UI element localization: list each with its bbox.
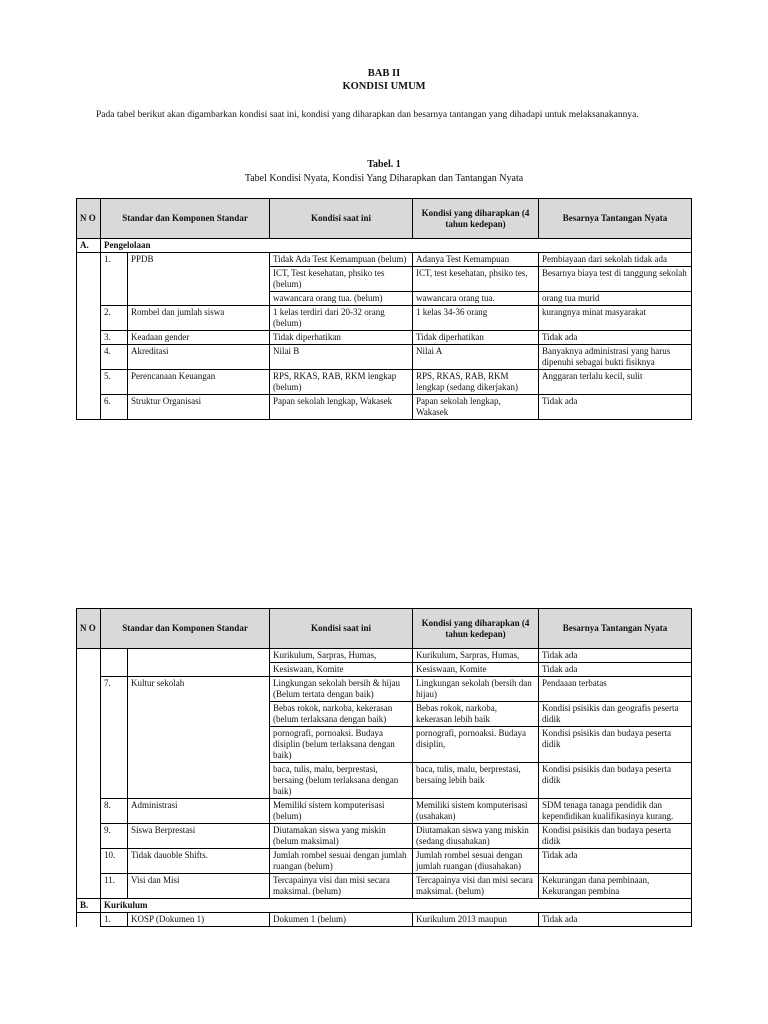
table-row [77, 306, 692, 331]
row-challenge: Kondisi psisikis dan geografis peserta didik [539, 702, 692, 727]
row-challenge: SDM tenaga tanaga pendidik dan kependidikan kualifikasinya kurang. [539, 799, 692, 824]
table-row [77, 849, 692, 874]
row-challenge: Tidak ada [539, 663, 692, 677]
row-challenge: Tidak ada [539, 649, 692, 663]
header-challenge: Besarnya Tantangan Nyata [539, 199, 692, 239]
section-title: Kurikulum [101, 899, 692, 913]
row-standard: Struktur Organisasi [128, 395, 270, 420]
conditions-table-1 [76, 198, 692, 420]
row-number: 1. [101, 913, 128, 927]
conditions-table-2 [76, 608, 692, 927]
row-expected: Bebas rokok, narkoba, kekerasan lebih baik [413, 702, 539, 727]
row-current: Diutamakan siswa yang miskin (belum maksimal) [270, 824, 413, 849]
row-challenge: Kondisi psisikis dan budaya peserta didik [539, 763, 692, 799]
table-label: Tabel. 1 [367, 159, 401, 170]
row-standard: Administrasi [128, 799, 270, 824]
row-current: Jumlah rombel sesuai dengan jumlah ruangan (belum) [270, 849, 413, 874]
table-row [77, 874, 692, 899]
row-expected: Tidak diperhatikan [413, 331, 539, 345]
row-number: 11. [101, 874, 128, 899]
row-expected: Papan sekolah lengkap, Wakasek [413, 395, 539, 420]
row-number: 6. [101, 395, 128, 420]
row-expected: Nilai A [413, 345, 539, 370]
row-challenge: Kekurangan dana pembinaan, Kekurangan pembina [539, 874, 692, 899]
table-row [77, 824, 692, 849]
row-expected: Memiliki sistem komputerisasi (usahakan) [413, 799, 539, 824]
row-challenge: Pendaaan terbatas [539, 677, 692, 702]
chapter-title: KONDISI UMUM [342, 81, 426, 92]
row-expected: Kurikulum, Sarpras, Humas, [413, 649, 539, 663]
row-current: wawancara orang tua. (belum) [270, 292, 413, 306]
row-challenge: orang tua murid [539, 292, 692, 306]
header-current-condition: Kondisi saat ini [270, 609, 413, 649]
row-number [101, 649, 128, 677]
row-expected: wawancara orang tua. [413, 292, 539, 306]
section-title: Pengelolaan [101, 239, 692, 253]
row-expected: Tercapainya visi dan misi secara maksimal. (belum) [413, 874, 539, 899]
table-header-row [77, 609, 692, 649]
row-expected: Diutamakan siswa yang miskin (sedang diusahakan) [413, 824, 539, 849]
row-standard: Keadaan gender [128, 331, 270, 345]
table-row [77, 799, 692, 824]
row-current: Nilai B [270, 345, 413, 370]
table-row [77, 913, 692, 927]
row-challenge: Pembiayaan dari sekolah tidak ada [539, 253, 692, 267]
row-expected: pornografi, pornoaksi. Budaya disiplin, [413, 727, 539, 763]
row-current: Dokumen 1 (belum) [270, 913, 413, 927]
row-standard: Perencanaan Keuangan [128, 370, 270, 395]
row-challenge: Tidak ada [539, 331, 692, 345]
row-current: Tercapainya visi dan misi secara maksimal. (belum) [270, 874, 413, 899]
row-current: Memiliki sistem komputerisasi (belum) [270, 799, 413, 824]
row-number: 4. [101, 345, 128, 370]
table-header-row [77, 199, 692, 239]
row-spacer [77, 306, 101, 420]
row-current: Bebas rokok, narkoba, kekerasan (belum terlaksana dengan baik) [270, 702, 413, 727]
row-spacer [77, 677, 101, 899]
row-expected: RPS, RKAS, RAB, RKM lengkap (sedang dikerjakan) [413, 370, 539, 395]
row-number: 9. [101, 824, 128, 849]
header-current-condition: Kondisi saat ini [270, 199, 413, 239]
row-challenge: Besarnya biaya test di tanggung sekolah [539, 267, 692, 292]
section-row [77, 239, 692, 253]
row-current: Kurikulum, Sarpras, Humas, [270, 649, 413, 663]
header-no: N O [77, 609, 101, 649]
section-number: B. [77, 899, 101, 913]
row-number: 7. [101, 677, 128, 799]
row-number: 5. [101, 370, 128, 395]
row-challenge: Tidak ada [539, 395, 692, 420]
row-number: 10. [101, 849, 128, 874]
table-title: Tabel Kondisi Nyata, Kondisi Yang Diharapkan dan Tantangan Nyata [244, 173, 524, 184]
header-expected-condition: Kondisi yang diharapkan (4 tahun kedepan) [413, 609, 539, 649]
row-current: Tidak diperhatikan [270, 331, 413, 345]
row-expected: Kurikulum 2013 maupun [413, 913, 539, 927]
row-standard: Kultur sekolah [128, 677, 270, 799]
header-challenge: Besarnya Tantangan Nyata [539, 609, 692, 649]
row-challenge: Tidak ada [539, 849, 692, 874]
row-number: 8. [101, 799, 128, 824]
intro-paragraph: Pada tabel berikut akan digambarkan kondisi saat ini, kondisi yang diharapkan dan besarnya tantangan yang dihadapi untuk melaksanakannya. [96, 110, 639, 120]
row-challenge: Anggaran terlalu kecil, sulit [539, 370, 692, 395]
section-number: A. [77, 239, 101, 253]
header-standard: Standar dan Komponen Standar [101, 199, 270, 239]
row-standard: KOSP (Dokumen 1) [128, 913, 270, 927]
table-row [77, 677, 692, 702]
row-current: ICT, Test kesehatan, phsiko tes (belum) [270, 267, 413, 292]
row-number: 3. [101, 331, 128, 345]
row-current: Tidak Ada Test Kemampuan (belum) [270, 253, 413, 267]
row-standard: Akreditasi [128, 345, 270, 370]
table-row [77, 649, 692, 663]
row-current: RPS, RKAS, RAB, RKM lengkap (belum) [270, 370, 413, 395]
row-current: Lingkungan sekolah bersih & hijau (Belum tertata dengan baik) [270, 677, 413, 702]
row-spacer [77, 913, 101, 927]
row-number: 2. [101, 306, 128, 331]
table-row [77, 370, 692, 395]
row-standard: Rombel dan jumlah siswa [128, 306, 270, 331]
row-expected: Jumlah rombel sesuai dengan jumlah ruangan (diusahakan) [413, 849, 539, 874]
row-challenge: Tidak ada [539, 913, 692, 927]
row-expected: Kesiswaan, Komite [413, 663, 539, 677]
row-current: Kesiswaan, Komite [270, 663, 413, 677]
row-number: 1. [101, 253, 128, 306]
row-standard [128, 649, 270, 677]
row-challenge: kurangnya minat masyarakat [539, 306, 692, 331]
table-row [77, 395, 692, 420]
row-expected: ICT, test kesehatan, phsiko tes, [413, 267, 539, 292]
row-current: 1 kelas terdiri dari 20-32 orang (belum) [270, 306, 413, 331]
chapter-number: BAB II [367, 68, 401, 79]
row-expected: Lingkungan sekolah (bersih dan hijau) [413, 677, 539, 702]
row-expected: baca, tulis, malu, berprestasi, bersaing lebih baik [413, 763, 539, 799]
table-row [77, 331, 692, 345]
row-challenge: Banyaknya administrasi yang harus dipenuhi sebagai bukti fisiknya [539, 345, 692, 370]
section-row [77, 899, 692, 913]
row-standard: Visi dan Misi [128, 874, 270, 899]
header-expected-condition: Kondisi yang diharapkan (4 tahun kedepan) [413, 199, 539, 239]
row-spacer [77, 649, 101, 677]
row-standard: Tidak dauoble Shifts. [128, 849, 270, 874]
row-challenge: Kondisi psisikis dan budaya peserta didik [539, 727, 692, 763]
row-standard: PPDB [128, 253, 270, 306]
row-current: baca, tulis, malu, berprestasi, bersaing (belum terlaksana dengan baik) [270, 763, 413, 799]
row-expected: 1 kelas 34-36 orang [413, 306, 539, 331]
table-row [77, 253, 692, 267]
header-no: N O [77, 199, 101, 239]
row-spacer [77, 253, 101, 306]
row-current: Papan sekolah lengkap, Wakasek [270, 395, 413, 420]
row-current: pornografi, pornoaksi. Budaya disiplin (belum terlaksana dengan baik) [270, 727, 413, 763]
header-standard: Standar dan Komponen Standar [101, 609, 270, 649]
row-challenge: Kondisi psisikis dan budaya peserta didik [539, 824, 692, 849]
row-standard: Siswa Berprestasi [128, 824, 270, 849]
row-expected: Adanya Test Kemampuan [413, 253, 539, 267]
table-row [77, 345, 692, 370]
